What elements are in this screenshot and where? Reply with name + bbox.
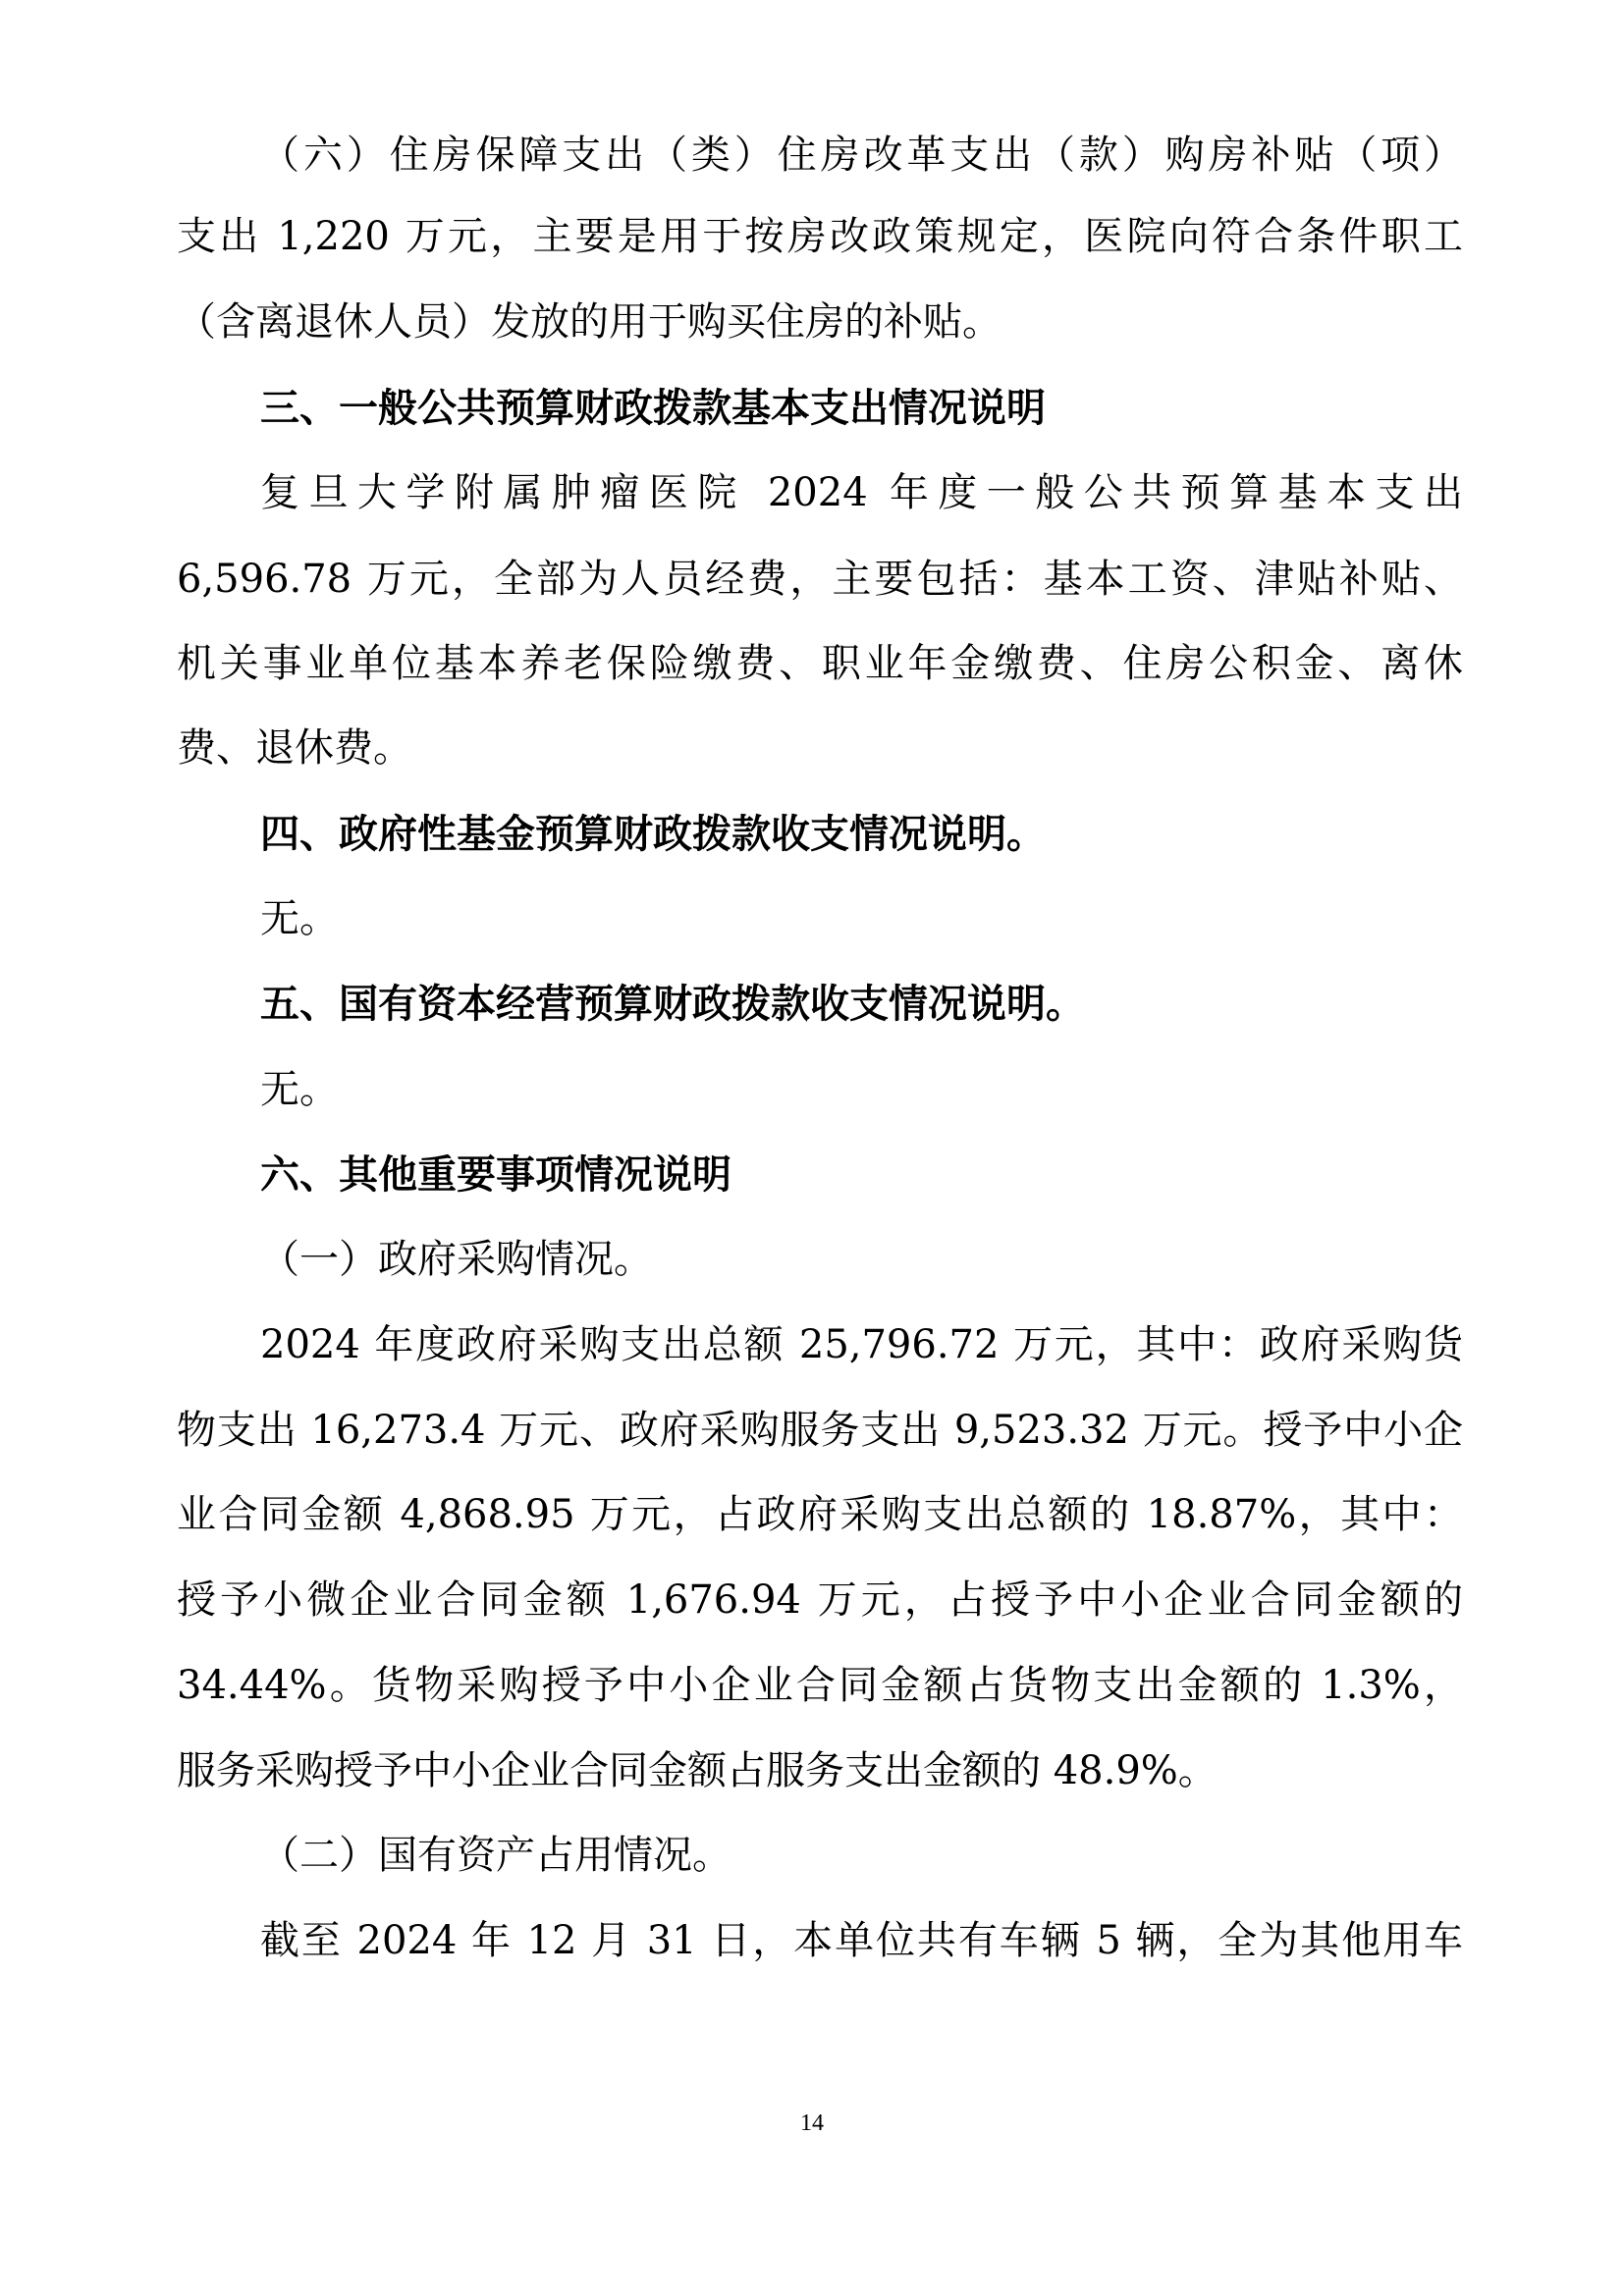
- paragraph-line: （六）住房保障支出（类）住房改革支出（款）购房补贴（项）: [260, 133, 1463, 178]
- paragraph-line: 机关事业单位基本养老保险缴费、职业年金缴费、住房公积金、离休: [177, 641, 1463, 686]
- paragraph-line: 2024 年度政府采购支出总额 25,796.72 万元，其中：政府采购货: [260, 1322, 1463, 1367]
- paragraph-line: 无。: [260, 1067, 339, 1112]
- paragraph-line: 物支出 16,273.4 万元、政府采购服务支出 9,523.32 万元。授予中小企: [177, 1408, 1463, 1453]
- paragraph-line: 截至 2024 年 12 月 31 日，本单位共有车辆 5 辆，全为其他用车: [260, 1918, 1463, 1963]
- paragraph-line: 复旦大学附属肿瘤医院 2024 年度一般公共预算基本支出: [260, 470, 1463, 515]
- section-heading: 六、其他重要事项情况说明: [260, 1152, 731, 1198]
- paragraph-line: 费、退休费。: [177, 725, 412, 771]
- section-heading: 五、国有资本经营预算财政拨款收支情况说明。: [260, 982, 1085, 1027]
- section-heading: 三、一般公共预算财政拨款基本支出情况说明: [260, 386, 1046, 431]
- subsection-heading: （二）国有资产占用情况。: [260, 1833, 731, 1878]
- paragraph-line: 无。: [260, 896, 339, 941]
- page-number: 14: [800, 2110, 824, 2136]
- paragraph-line: 34.44%。货物采购授予中小企业合同金额占货物支出金额的 1.3%，: [177, 1663, 1463, 1708]
- paragraph-line: 支出 1,220 万元，主要是用于按房改政策规定，医院向符合条件职工: [177, 214, 1463, 259]
- subsection-heading: （一）政府采购情况。: [260, 1237, 653, 1282]
- section-heading: 四、政府性基金预算财政拨款收支情况说明。: [260, 812, 1046, 857]
- paragraph-line: 6,596.78 万元，全部为人员经费，主要包括：基本工资、津贴补贴、: [177, 557, 1463, 602]
- paragraph-line: （含离退休人员）发放的用于购买住房的补贴。: [177, 299, 1001, 345]
- paragraph-line: 授予小微企业合同金额 1,676.94 万元，占授予中小企业合同金额的: [177, 1577, 1463, 1623]
- paragraph-line: 服务采购授予中小企业合同金额占服务支出金额的 48.9%。: [177, 1748, 1218, 1793]
- paragraph-line: 业合同金额 4,868.95 万元，占政府采购支出总额的 18.87%，其中：: [177, 1492, 1463, 1537]
